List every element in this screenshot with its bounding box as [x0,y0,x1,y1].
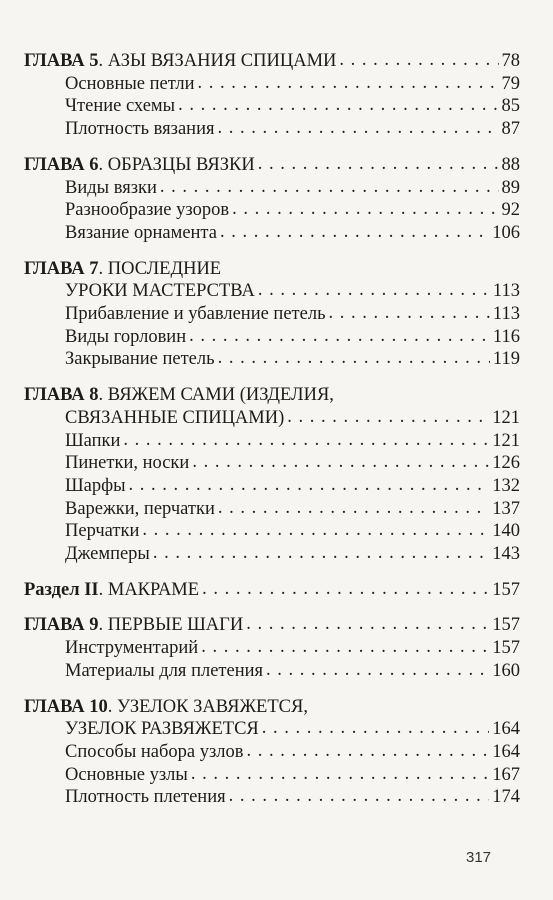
toc-page-number: 157 [492,638,520,659]
toc-page-number: 121 [492,430,520,451]
toc-page-number: 157 [492,615,520,636]
chapter-name: . МАКРАМЕ [98,579,200,600]
toc-chapter-heading[interactable] [24,614,520,637]
dot-leader [178,94,498,117]
dot-leader [232,198,498,221]
dot-leader [123,429,489,452]
toc-chapter [24,614,520,682]
dot-leader [218,347,490,370]
toc-page-number: 113 [492,304,520,325]
chapter-keyword: ГЛАВА 5 [24,51,99,71]
toc-page-number: 79 [501,73,520,94]
toc-entry-title: Чтение схемы [65,96,176,117]
toc-subentry[interactable] [24,73,520,96]
toc-entry-title: Основные петли [65,73,195,94]
dot-leader [129,474,490,497]
toc-page-number: 143 [492,544,520,565]
toc-chapter-heading[interactable] [24,50,520,73]
toc-page-number: 140 [492,521,520,542]
toc-chapter [24,384,520,566]
dot-leader [201,636,489,659]
toc-entry-title: Виды горловин [65,326,187,347]
dot-leader [189,325,490,348]
toc-chapter-heading[interactable] [24,280,520,303]
chapter-name-continued: УРОКИ МАСТЕРСТВА [65,281,255,302]
toc-entry-title: Плотность вязания [65,119,215,140]
toc-chapter-heading[interactable] [24,718,520,741]
toc-entry-title: Джемперы [65,544,150,565]
toc-subentry[interactable] [24,348,520,371]
toc-page-number: 126 [492,453,520,474]
toc-entry-title [24,579,199,602]
dot-leader [192,451,489,474]
toc-subentry[interactable] [24,177,520,200]
toc-subentry[interactable] [24,741,520,764]
chapter-name: . ПОСЛЕДНИЕ [98,258,222,279]
toc-chapter-heading[interactable] [24,154,520,177]
chapter-name: . УЗЕЛОК ЗАВЯЖЕТСЯ, [107,696,308,717]
dot-leader [329,302,490,325]
chapter-keyword: Раздел II [24,579,99,600]
toc-entry-title: Виды вязки [65,177,157,198]
toc-subentry[interactable] [24,637,520,660]
toc-entry-title: Пинетки, носки [65,453,190,474]
toc-page-number: 88 [501,154,520,175]
dot-leader [339,49,498,72]
dot-leader [153,542,489,565]
toc-page-number: 132 [492,475,520,496]
toc-page-number: 89 [501,177,520,198]
toc-page-number: 137 [492,498,520,519]
toc-page-number: 92 [501,200,520,221]
toc-page-number: 160 [492,660,520,681]
toc-entry-title [24,154,255,177]
dot-leader [191,763,489,786]
toc-chapter-heading[interactable] [24,579,520,602]
chapter-name: . ВЯЖЕМ САМИ (ИЗДЕЛИЯ, [98,385,334,406]
toc-subentry[interactable] [24,222,520,245]
toc-subentry[interactable] [24,498,520,521]
toc-subentry[interactable] [24,118,520,141]
chapter-name: . ПЕРВЫЕ ШАГИ [98,615,244,636]
toc-subentry[interactable] [24,475,520,498]
table-of-contents [24,50,520,822]
dot-leader [217,117,498,140]
toc-chapter-heading[interactable] [24,384,520,407]
toc-entry-title: Основные узлы [65,764,188,785]
toc-entry-title: Вязание орнамента [65,222,217,243]
chapter-keyword: ГЛАВА 8 [24,385,99,406]
dot-leader [198,72,499,95]
toc-chapter [24,50,520,141]
chapter-name: . ОБРАЗЦЫ ВЯЗКИ [98,154,255,175]
toc-page-number: 121 [492,407,520,428]
dot-leader [142,519,489,542]
toc-page-number: 174 [492,787,520,808]
toc-entry-title: Варежки, перчатки [65,498,215,519]
chapter-name-continued: СВЯЗАННЫЕ СПИЦАМИ) [65,407,285,428]
toc-page-number: 164 [492,719,520,740]
dot-leader [160,176,499,199]
toc-entry-title: Материалы для плетения [65,660,264,681]
toc-entry-title: Закрывание петель [65,349,215,370]
toc-page-number: 106 [492,222,520,243]
dot-leader [262,717,489,740]
dot-leader [247,740,490,763]
toc-subentry[interactable] [24,543,520,566]
toc-page-number: 116 [492,326,520,347]
dot-leader [246,613,489,636]
toc-chapter [24,258,520,372]
toc-entry-title: Шарфы [65,475,126,496]
chapter-name-continued: УЗЕЛОК РАЗВЯЖЕТСЯ [65,719,259,740]
toc-subentry[interactable] [24,660,520,683]
dot-leader [218,497,489,520]
dot-leader [258,153,499,176]
toc-entry-title: Перчатки [65,521,140,542]
toc-page-number: 85 [501,96,520,117]
dot-leader [258,279,490,302]
dot-leader [229,785,490,808]
toc-subentry[interactable] [24,430,520,453]
chapter-name: . АЗЫ ВЯЗАНИЯ СПИЦАМИ [98,51,337,71]
toc-chapter-heading[interactable] [24,258,520,281]
toc-page-number: 87 [501,119,520,140]
toc-chapter [24,696,520,810]
dot-leader [287,406,489,429]
toc-page-number: 113 [492,281,520,302]
toc-entry-title: Способы набора узлов [65,741,244,762]
toc-subentry[interactable] [24,764,520,787]
dot-leader [220,221,489,244]
toc-entry-title [24,614,243,637]
chapter-keyword: ГЛАВА 9 [24,615,99,636]
toc-page-number: 164 [492,741,520,762]
toc-subentry[interactable] [24,326,520,349]
toc-entry-title: Плотность плетения [65,787,226,808]
toc-subentry[interactable] [24,95,520,118]
dot-leader [266,659,489,682]
toc-entry-title: Прибавление и убавление петель [65,304,326,325]
chapter-keyword: ГЛАВА 6 [24,154,99,175]
chapter-keyword: ГЛАВА 10 [24,696,108,717]
toc-page-number: 119 [492,349,520,370]
toc-subentry[interactable] [24,452,520,475]
toc-subentry[interactable] [24,786,520,809]
toc-subentry[interactable] [24,199,520,222]
toc-page-number: 78 [501,51,520,71]
toc-page-number: 167 [492,764,520,785]
dot-leader [202,578,489,601]
toc-chapter-heading[interactable] [24,696,520,719]
toc-chapter-heading[interactable] [24,407,520,430]
toc-subentry[interactable] [24,520,520,543]
chapter-keyword: ГЛАВА 7 [24,258,99,279]
toc-entry-title: Инструментарий [65,638,199,659]
toc-entry-title: Шапки [65,430,121,451]
toc-subentry[interactable] [24,303,520,326]
toc-entry-title: Разнообразие узоров [65,200,230,221]
page-number: 317 [466,849,492,866]
toc-entry-title [24,50,336,73]
toc-chapter [24,154,520,245]
toc-page-number: 157 [492,579,520,600]
toc-chapter [24,579,520,602]
